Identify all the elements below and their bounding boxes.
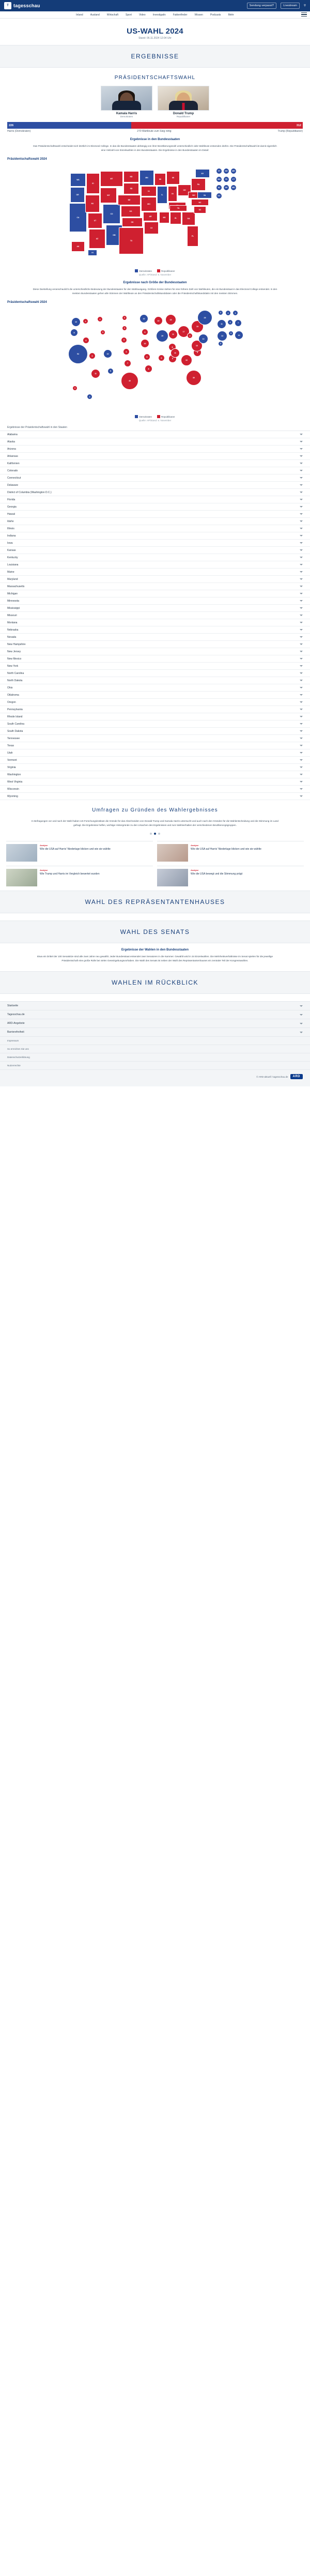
state-label: Michigan [7,592,18,595]
senate-states-heading: Ergebnisse der Wahlen in den Bundesstaaten [121,948,189,952]
chevron-down-icon [300,766,303,768]
result-bar-label-rep: Trump (Republikaner) [277,130,303,133]
chevron-down-icon [300,788,303,790]
state-label: West Virginia [7,780,23,784]
candidate-name: Donald Trump [173,112,194,115]
chevron-down-icon [300,513,303,515]
poll-section-text: In Befragungen vor und nach der Wahl haben US-Forschungsinstitute die Gründe für das Abschneiden von Donald Trump und Kamala Harris untersucht und auch nach den Gründen für die Wahlentscheidung und die Stimmung im Land gefragt. Die Ergebnisse helfen, wichtige Hintergründe zu den Ursachen des Ergebnisses und zum Wahlverhalten der verschiedenen Bevölkerungsgruppen. [32,820,278,827]
chevron-down-icon [300,687,303,688]
state-label: Indiana [7,534,16,538]
candidate-party: Demokraten [120,115,133,118]
state-label: Tennessee [7,737,20,740]
state-row-wisconsin[interactable] [0,786,310,793]
teaser-kicker: Analyse [40,869,48,872]
chevron-down-icon [300,723,303,725]
chevron-down-icon [300,795,303,797]
state-row-wyoming[interactable] [0,793,310,800]
carousel-dot-1[interactable] [150,833,152,835]
footer-bottom [0,1070,310,1086]
chevron-down-icon [300,557,303,558]
footer-link-label: Tagesschau.de [7,1013,25,1017]
footer-copyright: © ARD-aktuell / tagesschau.de [256,1075,288,1078]
electoral-result-bar-wrap [7,122,303,133]
chevron-down-icon [300,615,303,616]
state-row-north-carolina[interactable] [0,670,310,677]
size-section-heading: Ergebnisse nach Größe der Bundesstaaten [123,281,187,285]
chevron-down-icon [300,759,303,761]
chevron-down-icon [300,774,303,775]
state-label: South Carolina [7,722,25,726]
state-row-alaska[interactable] [0,438,310,446]
nav-item-sport[interactable]: Sport [126,13,132,17]
state-row-alabama[interactable] [0,431,310,438]
chevron-down-icon [300,665,303,667]
state-row-dc[interactable] [0,489,310,496]
footer-link-label: ARD-Angebote [7,1022,25,1025]
candidate-party: Republikaner [176,115,191,118]
state-label: Rhode Island [7,715,23,718]
legend-rep: Republikaner [157,269,175,272]
state-row-minnesota[interactable] [0,597,310,605]
state-label: Utah [7,751,13,755]
state-label: Wisconsin [7,787,19,791]
state-row-idaho[interactable] [0,518,310,525]
chevron-down-icon [300,709,303,710]
carousel-dot-2[interactable] [154,833,156,835]
state-label: Louisiana [7,563,19,566]
chevron-down-icon [300,701,303,703]
candidate-photo-harris [101,86,152,111]
state-label: South Dakota [7,729,23,733]
house-band [0,891,310,913]
state-row-washington[interactable] [0,771,310,778]
state-label: Arizona [7,447,16,451]
state-row-kentucky[interactable] [0,554,310,561]
electoral-result-bar [7,122,303,129]
state-label: Oregon [7,700,16,704]
search-icon[interactable]: ⚲ [303,4,306,7]
teaser-thumbnail [157,869,188,886]
legend-dem: Demokraten [135,269,152,272]
candidate-card-trump[interactable] [158,86,209,118]
chevron-down-icon [300,506,303,508]
candidate-card-harris[interactable] [101,86,152,118]
teaser-grid [0,837,310,891]
teaser-title[interactable]: Wie Trump und Harris im Vergleich bewertet wurden [40,872,100,876]
chevron-down-icon [300,499,303,500]
chevron-down-icon [300,441,303,442]
chevron-down-icon [300,629,303,631]
state-label: Connecticut [7,476,21,480]
chevron-down-icon [300,492,303,493]
chevron-down-icon [300,448,303,450]
footer-link-startseite[interactable] [0,1002,310,1010]
ard-logo-icon: ARD [290,1074,303,1079]
chevron-down-icon [300,1005,303,1007]
state-row-florida[interactable] [0,496,310,503]
state-row-west-virginia[interactable] [0,778,310,786]
us-choropleth-map[interactable]: WA OR CA ID NV UT AZ MT WY CO NM ND SD NE KS OK TX MN IA MO AR LA WI IL MS AL MI IN OH TN GA FL SC NC WV VA PA NY VT NH ME MA RI CT NJ DE MD DC AK HI [67,164,243,267]
candidate-photo-trump [158,86,209,111]
chevron-down-icon [300,463,303,464]
state-label: New York [7,664,19,668]
state-row-new-york[interactable] [0,663,310,670]
state-label: Kansas [7,548,16,552]
teaser-kicker: Analyse [191,844,199,847]
footer-link-label: Startseite [7,1004,19,1008]
footer-link-label: Barrierefreiheit [7,1031,24,1034]
state-label: Maine [7,570,14,574]
state-label: Nevada [7,635,17,639]
brand-name: tagesschau [13,3,40,8]
senate-band [0,921,310,943]
state-label: Idaho [7,519,14,523]
hamburger-menu-icon[interactable] [301,12,307,17]
state-row-louisiana[interactable] [0,561,310,569]
map1-source: Quelle: AP/Stand: 6. November [138,273,172,277]
state-label: Kentucky [7,556,18,559]
chevron-down-icon [300,477,303,479]
state-label: North Carolina [7,671,24,675]
teaser-thumbnail [157,844,188,862]
teaser-card[interactable] [157,841,304,862]
chevron-down-icon [300,578,303,580]
state-label: Minnesota [7,599,20,603]
state-row-hawaii[interactable] [0,511,310,518]
states-list-header: Ergebnisse der Präsidentschaftswahl in den Staaten [0,422,310,431]
chevron-down-icon [300,528,303,529]
footer-link-nutzerrechte[interactable]: Nutzerrechte [0,1062,310,1070]
state-label: Nebraska [7,628,19,632]
chevron-down-icon [300,716,303,717]
state-row-tennessee[interactable] [0,735,310,742]
state-row-maine[interactable] [0,569,310,576]
state-row-texas[interactable] [0,742,310,749]
state-label: New Jersey [7,650,21,653]
page-title: US-WAHL 2024 [127,27,183,36]
map1-legend [0,269,310,272]
teaser-card[interactable] [6,841,153,862]
state-label: Maryland [7,577,18,581]
house-band-title: WAHL DES REPRÄSENTANTENHAUSES [85,898,225,906]
state-label: Georgia [7,505,17,509]
state-label: Alaska [7,440,16,443]
tagesschau-logo-icon: T [4,2,11,9]
state-row-montana[interactable] [0,619,310,626]
state-label: Missouri [7,614,17,617]
teaser-title[interactable]: Wie die USA auf Harris' Niederlage blicken und wie sie wählte [40,848,111,851]
livestream-link[interactable]: Livestream [281,3,300,9]
chevron-down-icon [300,535,303,536]
chevron-down-icon [300,651,303,652]
nav-item-wissen[interactable]: Wissen [194,13,203,17]
teaser-thumbnail [6,844,37,862]
state-row-oklahoma[interactable] [0,692,310,699]
chevron-down-icon [300,520,303,522]
state-label: New Hampshire [7,642,26,646]
main-nav [0,11,310,19]
state-label: Massachusetts [7,585,25,588]
chevron-down-icon [300,593,303,594]
state-row-massachusetts[interactable] [0,583,310,590]
state-row-michigan[interactable] [0,590,310,597]
us-bubble-map[interactable]: 12 8 54 4 6 6 11 4 3 10 5 3 3 5 6 7 40 10 6 10 6 8 10 19 6 9 15 11 17 8 11 16 30 9 16 4 13 19 28 3 4 4 11 4 7 14 3 10 3 3 4 [67,307,243,413]
chevron-down-icon [300,781,303,783]
candidate-row [0,84,310,118]
footer-link-ard-angebote[interactable] [0,1019,310,1028]
missed-broadcast-link[interactable]: Sendung verpasst? [247,3,276,9]
state-row-delaware[interactable] [0,482,310,489]
chevron-down-icon [300,607,303,609]
presidential-section-title: PRÄSIDENTSCHAFTSWAHL [114,75,196,81]
state-row-illinois[interactable] [0,525,310,532]
map2-legend [0,415,310,418]
state-label: Pennsylvania [7,708,23,711]
state-label: Wyoming [7,794,18,798]
results-band [0,45,310,68]
state-row-pennsylvania[interactable] [0,706,310,713]
state-label: Ohio [7,686,13,689]
chevron-down-icon [300,586,303,587]
footer-link-datenschutz[interactable]: Datenschutzerklärung [0,1053,310,1062]
state-row-new-hampshire[interactable] [0,641,310,648]
state-label: Mississippi [7,606,20,610]
state-label: Kalifornien [7,462,20,465]
footer-link-kontakt[interactable]: So erreichen Sie uns [0,1045,310,1053]
header-right-group [247,3,306,9]
chevron-down-icon [300,672,303,674]
chevron-down-icon [300,600,303,602]
result-bar-label-dem: Harris (Demokraten) [7,130,31,133]
carousel-dot-3[interactable] [158,833,160,835]
state-label: New Mexico [7,657,22,661]
map1-label: Präsidentschaftswahl 2024 [7,158,47,161]
state-row-missouri[interactable] [0,612,310,619]
page-root [0,0,310,1086]
state-label: Montana [7,621,18,624]
chevron-down-icon [300,738,303,739]
teaser-kicker: Analyse [40,844,48,847]
chevron-down-icon [300,571,303,573]
result-bar-label-needed: 270 Wahlleute zum Sieg nötig [137,130,172,133]
state-row-south-dakota[interactable] [0,728,310,735]
nav-item-video[interactable]: Video [138,13,146,17]
legend-rep: Republikaner [157,415,175,418]
state-row-kansas[interactable] [0,547,310,554]
state-label: Florida [7,498,16,501]
state-label: Alabama [7,433,18,436]
senate-states-text: Etwa ein Drittel der 100 Senatsitze sind alle zwei Jahre neu gewählt. Jeder Bundesstaat entsendet zwei Senatoren in die Kammer. Gewählt wird in 34 Einzelwahlen. Die Mehrheitsverhältnisse im Senat spielen für die jeweilige Präsidentschaft eine große Rolle bei vielen Gesetzgebungsvorhaben. Die Wahl des Senats ist neben der Wahl des Repräsentantenhauses ein zentraler Teil der Kongresswahlen. [37,955,273,962]
state-row-ohio[interactable] [0,684,310,692]
state-label: Vermont [7,758,17,762]
state-row-kalifornien[interactable] [0,460,310,467]
result-bar-rep: 312 [131,122,303,129]
chevron-down-icon [300,622,303,623]
chevron-down-icon [300,643,303,645]
state-label: Oklahoma [7,693,19,697]
legend-dem: Demokraten [135,415,152,418]
top-header-bar [0,0,310,11]
chevron-down-icon [300,434,303,435]
state-row-maryland[interactable] [0,576,310,583]
review-band-title: WAHLEN IM RÜCKBLICK [111,979,199,987]
nav-item-ausland[interactable]: Ausland [90,13,100,17]
state-row-arkansas[interactable] [0,453,310,460]
state-label: North Dakota [7,679,23,682]
carousel-dots[interactable] [0,833,310,835]
poll-section-title: Umfragen zu Gründen des Wahlergebnisses [92,807,218,814]
state-label: Hawaii [7,512,16,516]
chevron-down-icon [300,752,303,754]
review-band [0,971,310,994]
results-band-title: ERGEBNISSE [131,53,179,60]
state-label: Delaware [7,483,19,487]
chevron-down-icon [300,484,303,486]
teaser-card[interactable] [157,866,304,886]
nav-item-podcasts[interactable]: Podcasts [210,13,221,17]
chevron-down-icon [300,1014,303,1016]
state-row-new-jersey[interactable] [0,648,310,655]
map2-label: Präsidentschaftswahl 2024 [7,301,47,304]
state-row-oregon[interactable] [0,699,310,706]
chevron-down-icon [300,470,303,471]
teaser-title[interactable]: Wie die USA bewegt und die Stimmung prägt [191,872,243,876]
state-label: Illinois [7,527,14,530]
state-row-north-dakota[interactable] [0,677,310,684]
nav-item-wirtschaft[interactable]: Wirtschaft [106,13,119,17]
nav-item-investigativ[interactable]: Investigativ [152,13,166,17]
state-row-nevada[interactable] [0,634,310,641]
state-row-connecticut[interactable] [0,474,310,482]
teaser-thumbnail [6,869,37,886]
footer-link-tagesschau[interactable] [0,1010,310,1019]
footer [0,1001,310,1086]
teaser-title[interactable]: Wie die USA auf Harris' Niederlage blicken und wie sie wählte [191,848,261,851]
state-row-colorado[interactable] [0,467,310,474]
state-row-virginia[interactable] [0,764,310,771]
state-label: Colorado [7,469,18,472]
state-label: District of Columbia (Washington D.C.) [7,490,52,494]
senate-band-title: WAHL DES SENATS [120,928,190,936]
chevron-down-icon [300,745,303,746]
map2-source: Quelle: AP/Stand: 6. November [138,419,172,422]
states-intro-text: Das Präsidentschaftswahl entscheidet sich letztlich im Electoral College. In das die Bundesstaaten abhängig von ihrer Bevölkerungszahl unterschiedlich viele Wahlleute entsenden dürfen. Die Präsidentschaftswahl ist damit eigentlich eine Vielzahl von Einzelwahlen in den Bundesstaaten. Die Ergebnisse in den Bundesstaaten im Detail: [33,145,277,152]
state-row-georgia[interactable] [0,503,310,511]
state-label: Iowa [7,541,13,545]
candidate-name: Kamala Harris [116,112,137,115]
result-bar-dem: 226 [7,122,131,129]
nav-item-mehr[interactable]: Mehr [228,13,234,17]
chevron-down-icon [300,636,303,638]
chevron-down-icon [300,455,303,457]
footer-link-impressum[interactable]: Impressum [0,1037,310,1045]
state-row-indiana[interactable] [0,532,310,540]
state-label: Washington [7,773,21,776]
chevron-down-icon [300,1032,303,1033]
state-label: Texas [7,744,14,747]
chevron-down-icon [300,542,303,544]
chevron-down-icon [300,564,303,565]
teaser-kicker: Analyse [191,869,199,872]
size-section-text: Diese Darstellung veranschaulicht die unterschiedliche Bedeutung der Bundesstaaten für den Wahlausgang. Größere Kreise stehen für eine höhere Zahl von Wahlleuten, die ein Bundesstaat in das Electoral College entsendet. In den meisten Bundesstaaten gehen alle Stimmen der Wahlleute an den Präsidentschaftskandidaten oder die Präsidentschaftskandidatin mit den meisten Stimmen. [33,288,277,295]
teaser-card[interactable] [6,866,153,886]
state-row-mississippi[interactable] [0,605,310,612]
state-row-nebraska[interactable] [0,626,310,634]
state-row-utah[interactable] [0,749,310,757]
nav-item-faktenfinder[interactable]: Faktenfinder [173,13,188,17]
chevron-down-icon [300,549,303,551]
chevron-down-icon [300,694,303,696]
state-row-rhode-island[interactable] [0,713,310,720]
state-row-south-carolina[interactable] [0,720,310,728]
nav-item-inland[interactable]: Inland [76,13,83,17]
chevron-down-icon [300,730,303,732]
states-accordion [0,431,310,800]
chevron-down-icon [300,658,303,660]
state-row-vermont[interactable] [0,757,310,764]
brand-logo-group[interactable] [4,2,40,9]
state-row-iowa[interactable] [0,540,310,547]
state-label: Arkansas [7,454,18,458]
page-timestamp: Stand: 06.11.2024 12:04 Uhr [138,37,172,40]
state-row-new-mexico[interactable] [0,655,310,663]
state-label: Virginia [7,765,16,769]
states-intro-heading: Ergebnisse in den Bundesstaaten [130,138,180,141]
state-row-arizona[interactable] [0,446,310,453]
footer-link-barrierefreiheit[interactable] [0,1028,310,1037]
chevron-down-icon [300,1023,303,1024]
chevron-down-icon [300,680,303,681]
